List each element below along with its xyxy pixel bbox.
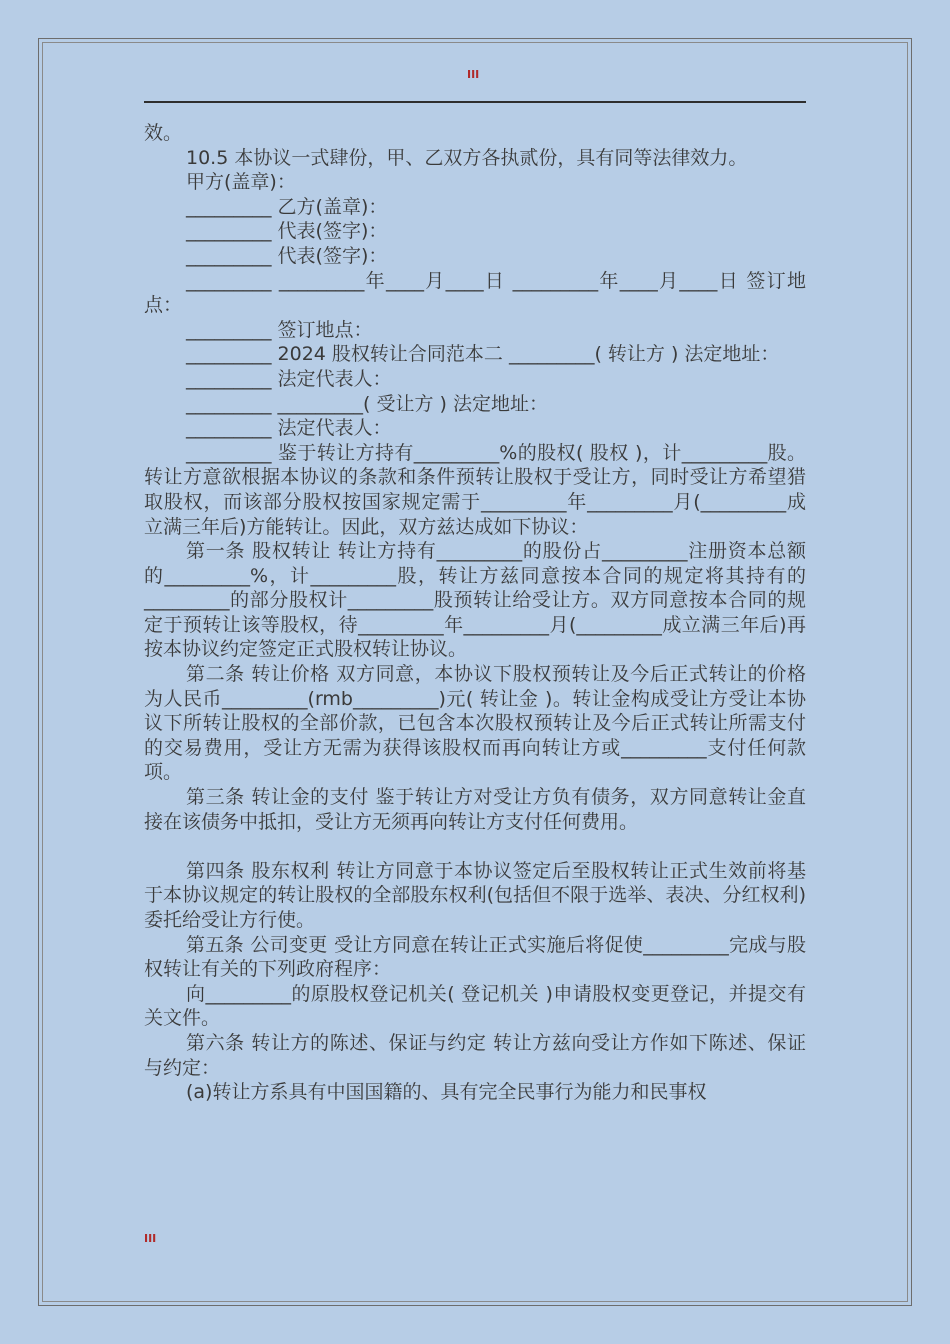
paragraph: 第一条 股权转让 转让方持有_________的股份占_________注册资本总额的_________%，计_________股，转让方兹同意按本合同的规定将其持有的_________的部分股权计_________股预转让给受让方。双方同意按本合同的规定于预转让该等股权，待_________年_________月(_________成立满三年后)再按本协议约定签定正式股权转让协议。 bbox=[144, 540, 806, 661]
paragraph: _________ 鉴于转让方持有_________%的股权( 股权 )，计_________股。转让方意欲根据本协议的条款和条件预转让股权于受让方，同时受让方希望猎取股权，而该部分股权按国家规定需于_________年_________月(_________成立满三年后)方能转让。因此，双方兹达成如下协议： bbox=[144, 441, 806, 538]
paragraph: 第六条 转让方的陈述、保证与约定 转让方兹向受让方作如下陈述、保证与约定： bbox=[144, 1031, 806, 1079]
paragraph: 第三条 转让金的支付 鉴于转让方对受让方负有债务，双方同意转让金直接在该债务中抵扣，受让方无须再向转让方支付任何费用。 bbox=[144, 786, 806, 833]
paragraph: _________ 法定代表人： bbox=[186, 417, 392, 440]
header-rule bbox=[144, 101, 806, 103]
paragraph bbox=[144, 834, 806, 859]
paragraph: 10.5 本协议一式肆份，甲、乙双方各执贰份，具有同等法律效力。 bbox=[186, 146, 748, 169]
header-mark: III bbox=[467, 68, 480, 81]
paragraph: _________ 2024 股权转让合同范本二 _________( 转让方 ) 法定地址： bbox=[186, 343, 780, 366]
paragraph: 第四条 股东权利 转让方同意于本协议签定后至股权转让正式生效前将基于本协议规定的转让股权的全部股东权利(包括但不限于选举、表决、分红权利)委托给受让方行使。 bbox=[144, 859, 806, 931]
paragraph: 向_________的原股权登记机关( 登记机关 )申请股权变更登记，并提交有关文件。 bbox=[144, 982, 806, 1030]
paragraph: _________ 签订地点： bbox=[186, 318, 373, 341]
paragraph: _________ 代表(签字)： bbox=[186, 244, 388, 267]
paragraph: _________ _________( 受让方 ) 法定地址： bbox=[186, 392, 548, 415]
paragraph: _________ _________年____月____日 _________年____月____日 签订地点： bbox=[144, 269, 806, 317]
paragraph: _________ 乙方(盖章)： bbox=[186, 195, 388, 218]
paragraph: 甲方(盖章)： bbox=[186, 171, 296, 194]
document-body bbox=[144, 121, 806, 1105]
paragraph: 效。 bbox=[144, 122, 183, 144]
paragraph: 第五条 公司变更 受让方同意在转让正式实施后将促使_________完成与股权转让有关的下列政府程序： bbox=[144, 933, 806, 981]
footer-mark: III bbox=[144, 1232, 157, 1245]
paragraph: 第二条 转让价格 双方同意，本协议下股权预转让及今后正式转让的价格为人民币_________(rmb_________)元( 转让金 )。转让金构成受让方受让本协议下所转让股权的全部价款，已包含本次股权预转让及今后正式转让所需支付的交易费用，受让方无需为获得该股权而再向转让方或_________支付任何款项。 bbox=[144, 663, 806, 784]
paragraph: _________ 代表(签字)： bbox=[186, 220, 388, 243]
paragraph: (a)转让方系具有中国国籍的、具有完全民事行为能力和民事权 bbox=[186, 1081, 707, 1104]
paragraph: _________ 法定代表人： bbox=[186, 367, 392, 390]
